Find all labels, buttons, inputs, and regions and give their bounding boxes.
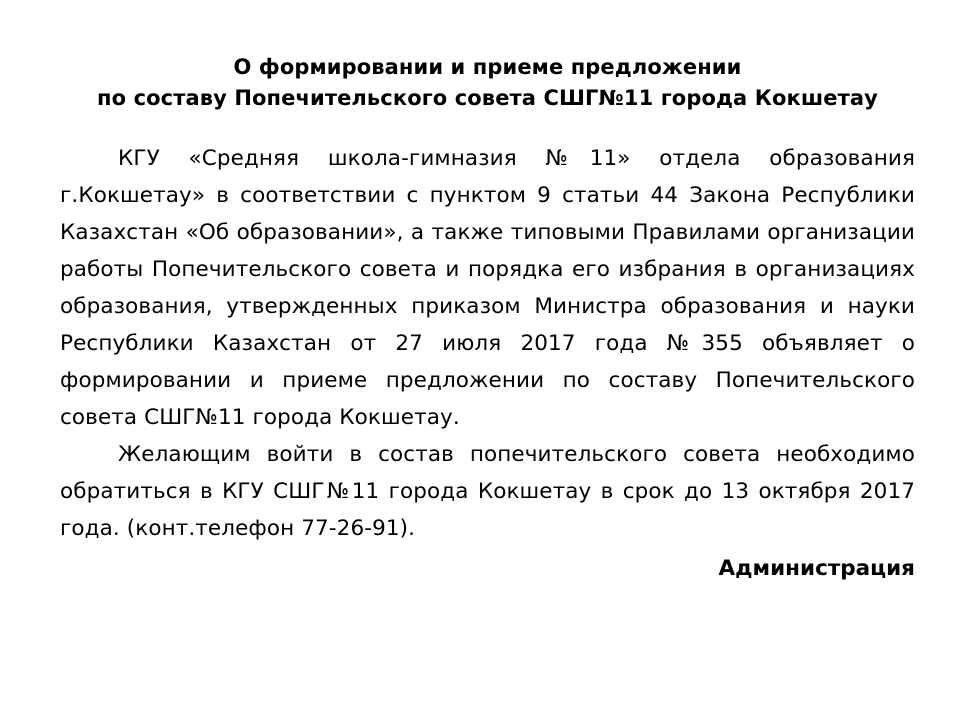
document-text	[60, 140, 915, 585]
title-line-2: по составу Попечительского совета СШГ№11 города Кокшетау	[97, 86, 878, 110]
paragraph-1: КГУ «Средняя школа-гимназия №11» отдела образования г.Кокшетау» в соответствии с пунктом 9 статьи 44 Закона Республики Казахстан «Об образовании», а также типовыми Правилами организации работы Попечительского совета и порядка его избрания в организациях образования, утвержденных приказом Министра образования и науки Республики Казахстан от 27 июля 2017 года №355 объявляет о формировании и приеме предложении по составу Попечительского совета СШГ№11 города Кокшетау.	[60, 146, 915, 430]
document-body	[60, 52, 915, 585]
paragraph-2: Желающим войти в состав попечительского совета необходимо обратиться в КГУ СШГ№11 города Кокшетау в срок до 13 октября 2017 года. (конт.телефон 77-26-91).	[60, 442, 915, 541]
signature: Администрация	[718, 556, 915, 581]
title-line-1: О формировании и приеме предложении	[233, 55, 742, 79]
document-title	[60, 52, 915, 114]
